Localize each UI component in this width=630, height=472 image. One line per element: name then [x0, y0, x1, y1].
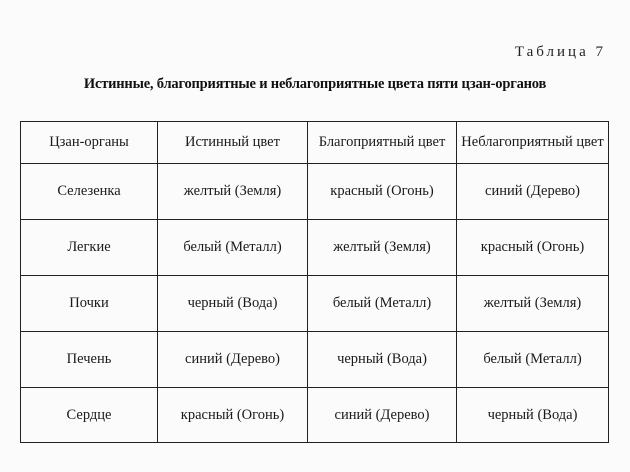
favorable-color-cell: желтый (Земля) [308, 220, 457, 276]
table-row [21, 276, 609, 332]
header-cell-favorable-color: Благоприятный цвет [308, 122, 457, 164]
table-title: Истинные, благоприятные и неблагоприятные цвета пяти цзан-органов [83, 76, 547, 92]
header-cell-organs: Цзан-органы [21, 122, 158, 164]
header-cell-true-color: Истинный цвет [158, 122, 308, 164]
unfavorable-color-cell: белый (Металл) [457, 332, 609, 388]
table-row [21, 220, 609, 276]
unfavorable-color-cell: синий (Дерево) [457, 164, 609, 220]
header-cell-unfavorable-color: Неблагоприятный цвет [457, 122, 609, 164]
true-color-cell: белый (Металл) [158, 220, 308, 276]
true-color-cell: желтый (Земля) [158, 164, 308, 220]
true-color-cell: черный (Вода) [158, 276, 308, 332]
organ-cell: Печень [21, 332, 158, 388]
table-number: Таблица 7 [514, 44, 606, 60]
unfavorable-color-cell: желтый (Земля) [457, 276, 609, 332]
unfavorable-color-cell: черный (Вода) [457, 388, 609, 443]
organ-colors-table [20, 121, 609, 443]
true-color-cell: синий (Дерево) [158, 332, 308, 388]
organ-cell: Легкие [21, 220, 158, 276]
organ-cell: Селезенка [21, 164, 158, 220]
favorable-color-cell: синий (Дерево) [308, 388, 457, 443]
unfavorable-color-cell: красный (Огонь) [457, 220, 609, 276]
favorable-color-cell: красный (Огонь) [308, 164, 457, 220]
organ-cell: Сердце [21, 388, 158, 443]
organ-cell: Почки [21, 276, 158, 332]
table-header-row [21, 122, 609, 164]
true-color-cell: красный (Огонь) [158, 388, 308, 443]
table-row [21, 164, 609, 220]
table-row [21, 388, 609, 443]
table-row [21, 332, 609, 388]
favorable-color-cell: черный (Вода) [308, 332, 457, 388]
favorable-color-cell: белый (Металл) [308, 276, 457, 332]
